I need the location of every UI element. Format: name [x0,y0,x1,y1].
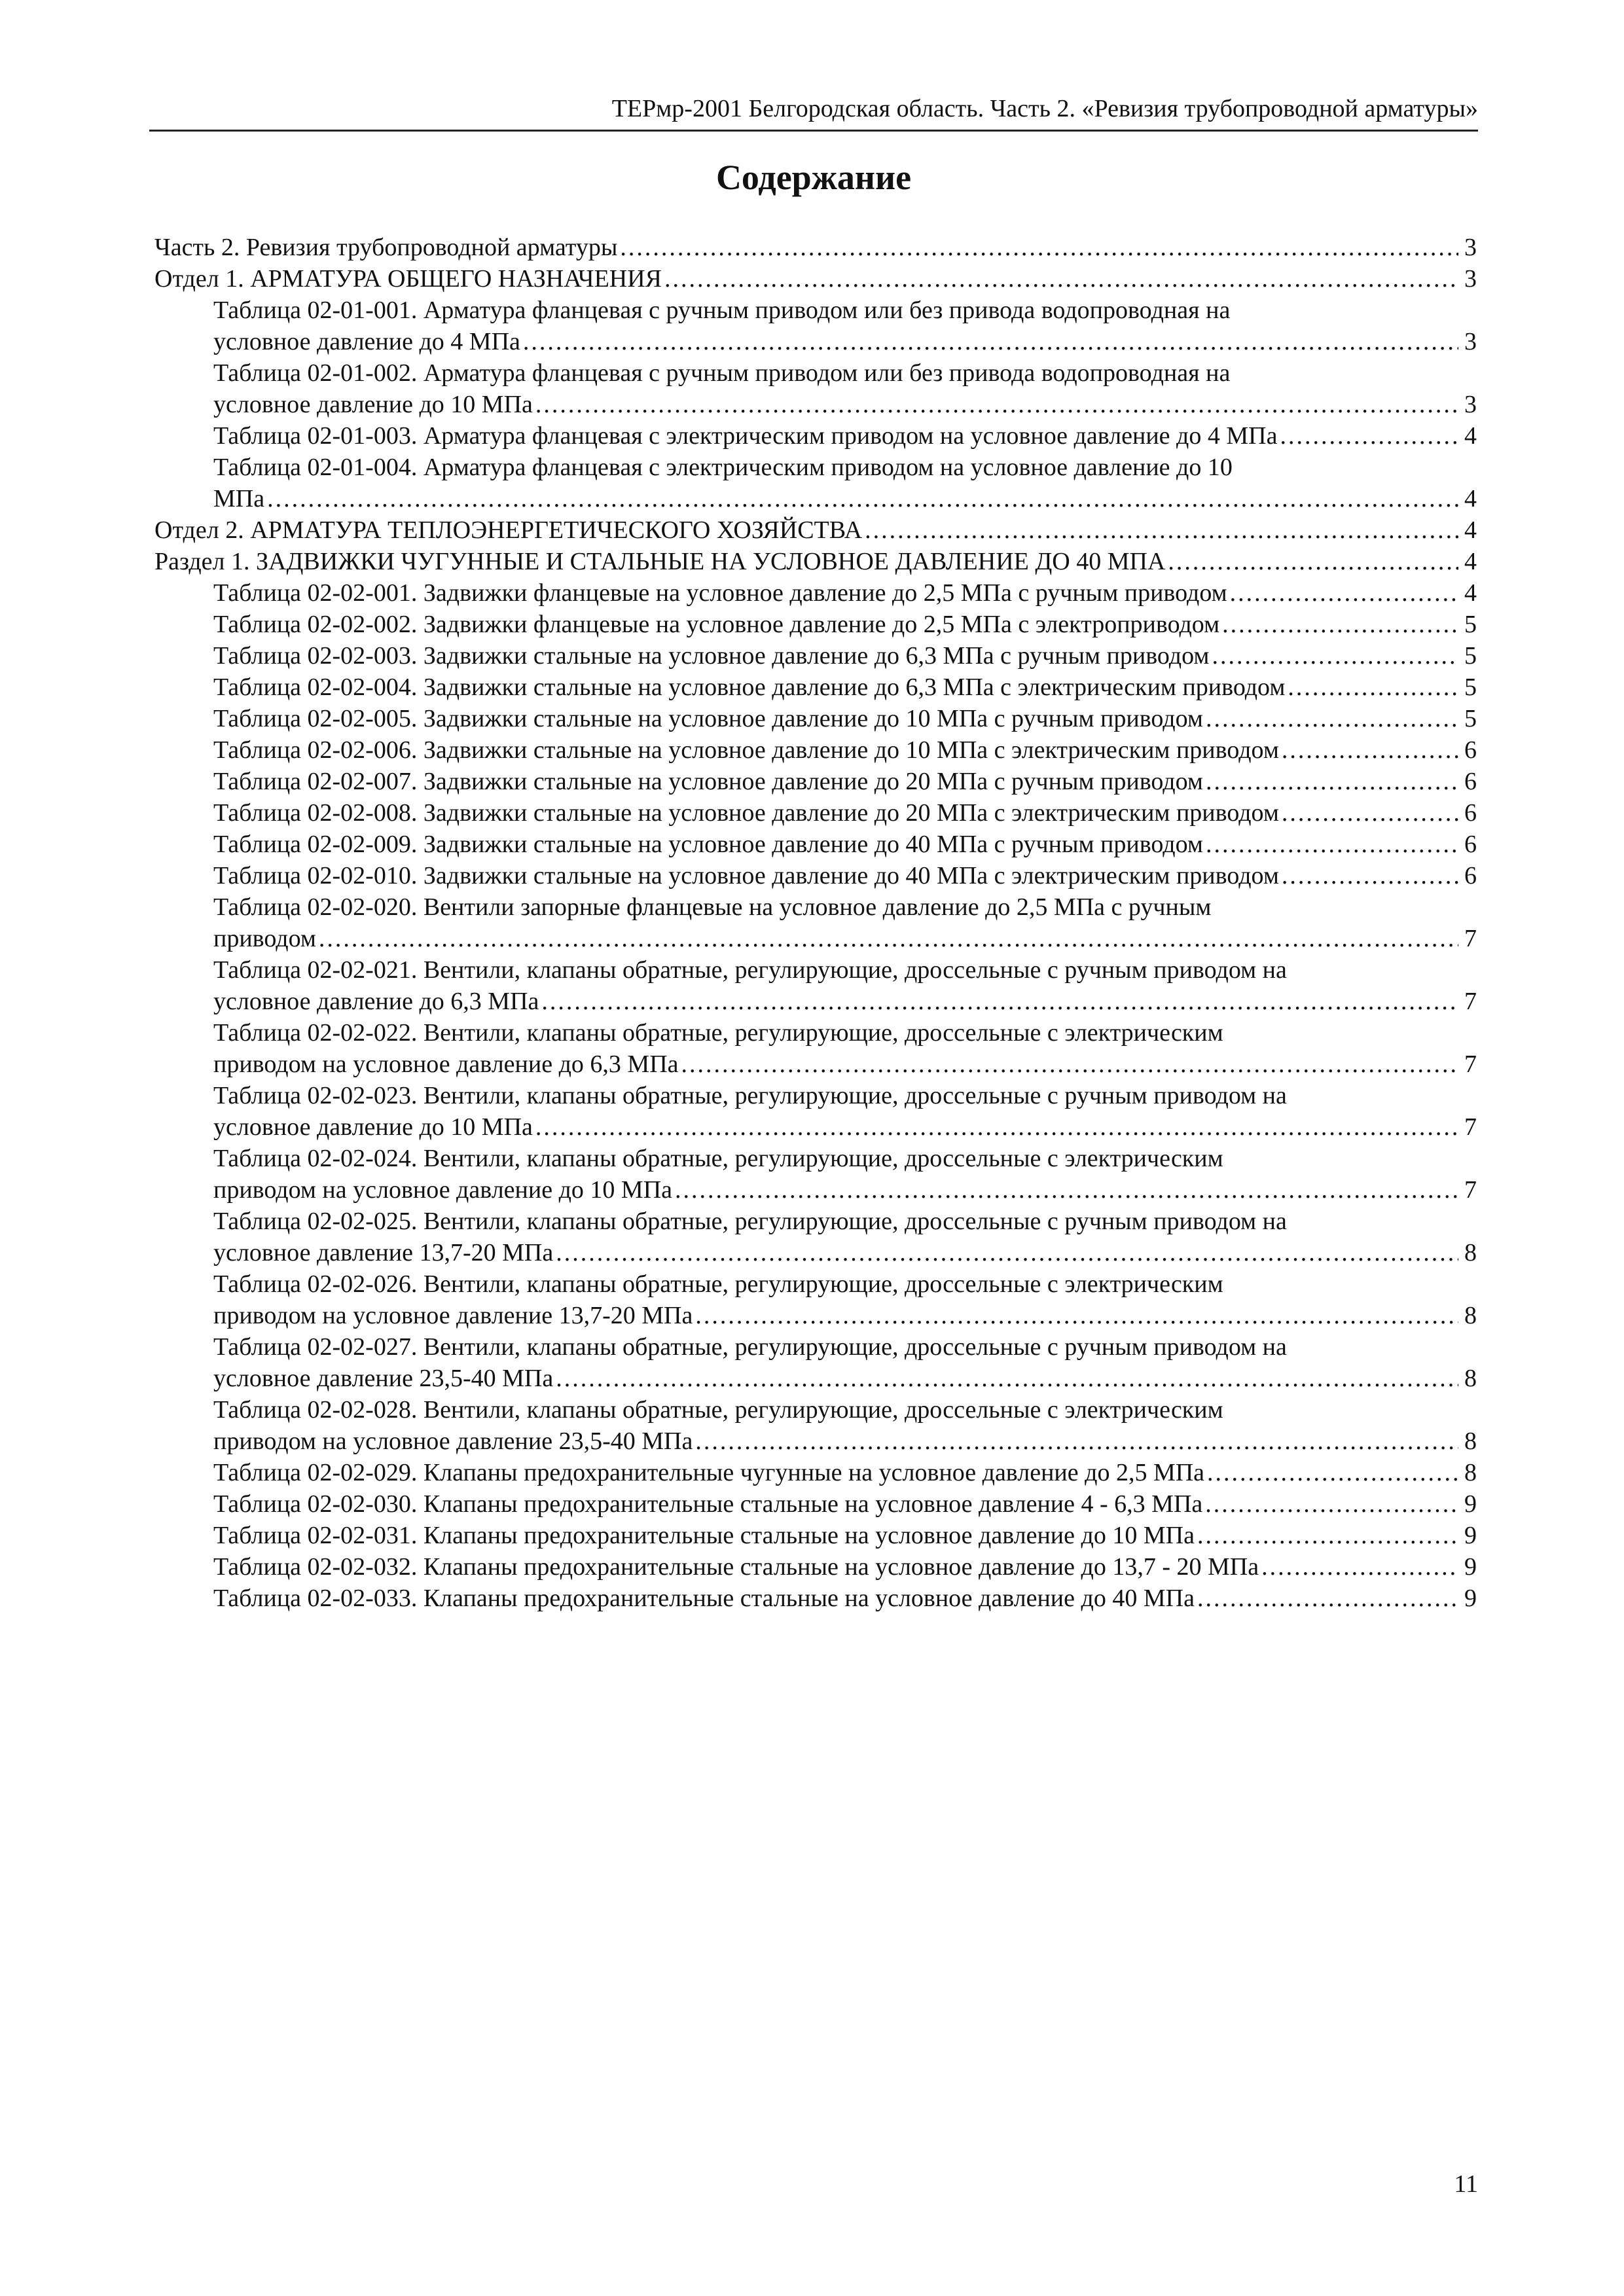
toc-entry-text: Таблица 02-02-025. Вентили, клапаны обратные, регулирующие, дроссельные с ручным приводом на [213,1208,1287,1235]
toc-dot-leader [1282,734,1458,766]
toc-entry-line [213,357,1477,389]
toc-dot-leader [1206,766,1458,797]
toc-entry-line [213,860,1477,891]
toc-dot-leader [267,483,1458,514]
toc-page-number: 3 [1464,265,1477,293]
toc-entry-line [213,986,1477,1017]
toc-entry[interactable] [154,1268,1477,1331]
toc-page-number: 4 [1464,485,1477,512]
toc-entry[interactable] [154,1331,1477,1394]
toc-entry-line [154,263,1477,295]
toc-entry-line [213,1206,1477,1237]
toc-entry-text: Таблица 02-02-029. Клапаны предохранительные чугунные на условное давление до 2,5 МПа [213,1459,1205,1486]
toc-entry-text: Таблица 02-02-032. Клапаны предохранительные стальные на условное давление до 13,7 - 20 МПа [213,1553,1259,1581]
page-number: 11 [1454,2170,1478,2198]
toc-entry[interactable] [154,829,1477,860]
toc-dot-leader [695,1426,1458,1457]
toc-dot-leader [681,1049,1459,1080]
toc-entry-line [213,1049,1477,1080]
toc-entry-line [213,703,1477,734]
toc-entry[interactable] [154,1143,1477,1206]
toc-entry-text: Отдел 1. АРМАТУРА ОБЩЕГО НАЗНАЧЕНИЯ [154,265,662,293]
toc-entry[interactable] [154,891,1477,954]
toc-dot-leader [1197,1583,1458,1614]
toc-entry-line [213,829,1477,860]
toc-entry-text: Таблица 02-02-004. Задвижки стальные на условное давление до 6,3 МПа с электрическим приводом [213,673,1286,701]
toc-page-number: 6 [1464,799,1477,827]
toc-entry-line [213,389,1477,420]
toc-entry-text: Таблица 02-02-006. Задвижки стальные на условное давление до 10 МПа с электрическим приводом [213,736,1279,764]
toc-entry-line [213,1583,1477,1614]
toc-entry[interactable] [154,1080,1477,1143]
toc-entry[interactable] [154,357,1477,420]
toc-entry-text: Таблица 02-02-028. Вентили, клапаны обратные, регулирующие, дроссельные с электрическим [213,1396,1223,1424]
toc-dot-leader [1205,1488,1458,1520]
toc-entry-line [213,797,1477,829]
toc-page-number: 8 [1464,1459,1477,1486]
toc-entry-text: Таблица 02-02-002. Задвижки фланцевые на условное давление до 2,5 МПа с электроприводом [213,611,1220,638]
toc-entry-text: Таблица 02-02-023. Вентили, клапаны обратные, регулирующие, дроссельные с ручным приводом на [213,1082,1287,1109]
toc-entry[interactable] [154,1394,1477,1457]
running-header: ТЕРмр-2001 Белгородская область. Часть 2. «Ревизия трубопроводной арматуры» [611,95,1478,122]
toc-entry-text: приводом на условное давление 23,5-40 МПа [213,1427,693,1455]
toc-entry-line [213,452,1477,483]
toc-page-number: 4 [1464,516,1477,544]
toc-entry-text: Таблица 02-02-026. Вентили, клапаны обратные, регулирующие, дроссельные с электрическим [213,1270,1223,1298]
toc-entry-text: Таблица 02-02-009. Задвижки стальные на условное давление до 40 МПа с ручным приводом [213,831,1203,858]
toc-entry-line [213,766,1477,797]
toc-entry-line [154,514,1477,546]
toc-entry-line [213,1331,1477,1363]
toc-entry-text: Таблица 02-02-021. Вентили, клапаны обратные, регулирующие, дроссельные с ручным приводом на [213,956,1287,984]
toc-page-number: 9 [1464,1553,1477,1581]
toc-entry-text: Таблица 02-01-001. Арматура фланцевая с ручным приводом или без привода водопроводная на [213,296,1231,324]
toc-entry-text: приводом на условное давление 13,7-20 МПа [213,1302,693,1329]
toc-dot-leader [1197,1520,1458,1551]
toc-page-number: 4 [1464,422,1477,450]
toc-page-number: 5 [1464,642,1477,670]
toc-page-number: 6 [1464,736,1477,764]
toc-entry[interactable] [154,734,1477,766]
toc-dot-leader [1206,703,1458,734]
toc-dot-leader [535,389,1458,420]
toc-entry[interactable] [154,1551,1477,1583]
toc-entry[interactable] [154,514,1477,546]
toc-dot-leader [1230,577,1458,609]
toc-title: Содержание [715,158,912,197]
toc-entry[interactable] [154,1583,1477,1614]
toc-dot-leader [541,986,1458,1017]
toc-entry-text: условное давление 23,5-40 МПа [213,1365,554,1392]
toc-dot-leader [1282,797,1458,829]
toc-page-number: 6 [1464,831,1477,858]
toc-entry-text: приводом [213,925,316,952]
toc-entry-line [213,1237,1477,1268]
toc-entry-text: условное давление до 10 МПа [213,1113,533,1141]
toc-entry[interactable] [154,295,1477,357]
toc-entry-line [213,1268,1477,1300]
toc-entry-line [213,1488,1477,1520]
toc-page-number: 3 [1464,391,1477,418]
toc-entry-line [213,1520,1477,1551]
toc-entry-line [213,1174,1477,1206]
toc-entry[interactable] [154,703,1477,734]
toc-entry-line [213,326,1477,357]
toc-entry[interactable] [154,766,1477,797]
toc-entry-line [213,420,1477,452]
toc-entry-text: приводом на условное давление до 10 МПа [213,1176,672,1204]
toc-entry[interactable] [154,640,1477,672]
toc-entry-line [213,891,1477,923]
toc-entry[interactable] [154,954,1477,1017]
toc-entry-text: Таблица 02-02-024. Вентили, клапаны обратные, регулирующие, дроссельные с электрическим [213,1145,1223,1172]
toc-page-number: 4 [1464,548,1477,575]
toc-entry-line [213,923,1477,954]
toc-page-number: 5 [1464,673,1477,701]
toc-dot-leader [1261,1551,1458,1583]
toc-page-number: 8 [1464,1365,1477,1392]
toc-entry-text: Таблица 02-02-020. Вентили запорные фланцевые на условное давление до 2,5 МПа с ручным [213,893,1212,921]
toc-entry-text: Таблица 02-02-003. Задвижки стальные на условное давление до 6,3 МПа с ручным приводом [213,642,1210,670]
toc-entry[interactable] [154,263,1477,295]
toc-entry-text: Таблица 02-01-004. Арматура фланцевая с электрическим приводом на условное давление до 10 [213,454,1233,481]
toc-entry-text: Таблица 02-02-031. Клапаны предохранительные стальные на условное давление до 10 МПа [213,1522,1195,1549]
toc-page-number: 7 [1464,1050,1477,1078]
toc-page-number: 7 [1464,925,1477,952]
toc-entry-text: Часть 2. Ревизия трубопроводной арматуры [154,234,618,261]
toc-entry-line [213,1143,1477,1174]
toc-entry-text: Отдел 2. АРМАТУРА ТЕПЛОЭНЕРГЕТИЧЕСКОГО ХОЗЯЙСТВА [154,516,863,544]
toc-page-number: 5 [1464,611,1477,638]
toc-dot-leader [1222,609,1458,640]
toc-dot-leader [675,1174,1458,1206]
toc-entry-line [213,954,1477,986]
toc-dot-leader [523,326,1458,357]
toc-entry[interactable] [154,860,1477,891]
toc-entry-line [213,1017,1477,1049]
toc-entry-line [213,1394,1477,1426]
toc-entry-text: Таблица 02-01-002. Арматура фланцевая с ручным приводом или без привода водопроводная на [213,359,1231,387]
toc-page-number: 8 [1464,1302,1477,1329]
toc-entry-line [213,1551,1477,1583]
toc-dot-leader [556,1237,1458,1268]
toc-entry-line [213,1111,1477,1143]
toc-entry-text: Таблица 02-02-030. Клапаны предохранительные стальные на условное давление 4 - 6,3 МПа [213,1490,1203,1518]
toc-entry-line [213,1080,1477,1111]
toc-entry-text: Таблица 02-02-007. Задвижки стальные на условное давление до 20 МПа с ручным приводом [213,768,1203,795]
toc-entry-text: условное давление до 6,3 МПа [213,988,539,1015]
toc-page-number: 8 [1464,1239,1477,1266]
toc-page-number: 8 [1464,1427,1477,1455]
toc-entry-line [213,1457,1477,1488]
toc-dot-leader [1212,640,1458,672]
toc-entry-line [213,609,1477,640]
toc-page-number: 7 [1464,1113,1477,1141]
toc-dot-leader [865,514,1458,546]
toc-entry-line [154,546,1477,577]
table-of-contents [154,232,1477,1614]
toc-dot-leader [1280,420,1458,452]
toc-entry[interactable] [154,1457,1477,1488]
toc-entry[interactable] [154,1017,1477,1080]
toc-entry-text: Раздел 1. ЗАДВИЖКИ ЧУГУННЫЕ И СТАЛЬНЫЕ НА УСЛОВНОЕ ДАВЛЕНИЕ ДО 40 МПА [154,548,1166,575]
toc-dot-leader [1207,1457,1458,1488]
toc-page-number: 3 [1464,328,1477,355]
toc-entry-text: Таблица 02-02-008. Задвижки стальные на условное давление до 20 МПа с электрическим приводом [213,799,1279,827]
toc-dot-leader [319,923,1458,954]
toc-page-number: 7 [1464,988,1477,1015]
toc-entry-line [213,640,1477,672]
toc-page-number: 6 [1464,768,1477,795]
toc-entry-line [213,1300,1477,1331]
toc-entry-text: МПа [213,485,265,512]
toc-entry-text: Таблица 02-02-001. Задвижки фланцевые на условное давление до 2,5 МПа с ручным приводом [213,579,1227,607]
toc-dot-leader [1288,672,1458,703]
toc-page-number: 9 [1464,1522,1477,1549]
toc-entry-line [213,483,1477,514]
toc-dot-leader [1168,546,1458,577]
toc-entry[interactable] [154,672,1477,703]
toc-entry-text: Таблица 02-01-003. Арматура фланцевая с электрическим приводом на условное давление до 4 МПа [213,422,1278,450]
toc-entry[interactable] [154,609,1477,640]
header-divider [149,130,1478,132]
toc-entry-text: приводом на условное давление до 6,3 МПа [213,1050,679,1078]
toc-dot-leader [1282,860,1458,891]
toc-entry[interactable] [154,546,1477,577]
toc-entry-line [213,672,1477,703]
toc-dot-leader [620,232,1458,263]
toc-entry[interactable] [154,1488,1477,1520]
toc-entry-line [154,232,1477,263]
toc-entry-line [213,1363,1477,1394]
toc-entry-text: Таблица 02-02-022. Вентили, клапаны обратные, регулирующие, дроссельные с электрическим [213,1019,1223,1047]
toc-entry-text: Таблица 02-02-027. Вентили, клапаны обратные, регулирующие, дроссельные с ручным приводом на [213,1333,1287,1361]
toc-dot-leader [1206,829,1458,860]
toc-entry[interactable] [154,577,1477,609]
toc-entry-text: условное давление до 10 МПа [213,391,533,418]
toc-entry[interactable] [154,797,1477,829]
toc-dot-leader [664,263,1458,295]
toc-entry-line [213,1426,1477,1457]
toc-entry-text: условное давление 13,7-20 МПа [213,1239,554,1266]
toc-page-number: 5 [1464,705,1477,732]
toc-page-number: 4 [1464,579,1477,607]
toc-entry[interactable] [154,452,1477,514]
toc-entry-text: Таблица 02-02-010. Задвижки стальные на условное давление до 40 МПа с электрическим приводом [213,862,1279,889]
toc-dot-leader [556,1363,1458,1394]
toc-page-number: 9 [1464,1490,1477,1518]
toc-entry-text: Таблица 02-02-033. Клапаны предохранительные стальные на условное давление до 40 МПа [213,1585,1195,1612]
toc-entry[interactable] [154,420,1477,452]
toc-entry[interactable] [154,1206,1477,1268]
toc-page-number: 9 [1464,1585,1477,1612]
toc-entry-text: условное давление до 4 МПа [213,328,520,355]
toc-entry-text: Таблица 02-02-005. Задвижки стальные на условное давление до 10 МПа с ручным приводом [213,705,1203,732]
toc-entry-line [213,734,1477,766]
toc-page-number: 3 [1464,234,1477,261]
toc-dot-leader [695,1300,1458,1331]
toc-entry[interactable] [154,232,1477,263]
toc-page-number: 6 [1464,862,1477,889]
toc-entry-line [213,295,1477,326]
toc-entry-line [213,577,1477,609]
toc-entry[interactable] [154,1520,1477,1551]
toc-dot-leader [535,1111,1458,1143]
toc-page-number: 7 [1464,1176,1477,1204]
